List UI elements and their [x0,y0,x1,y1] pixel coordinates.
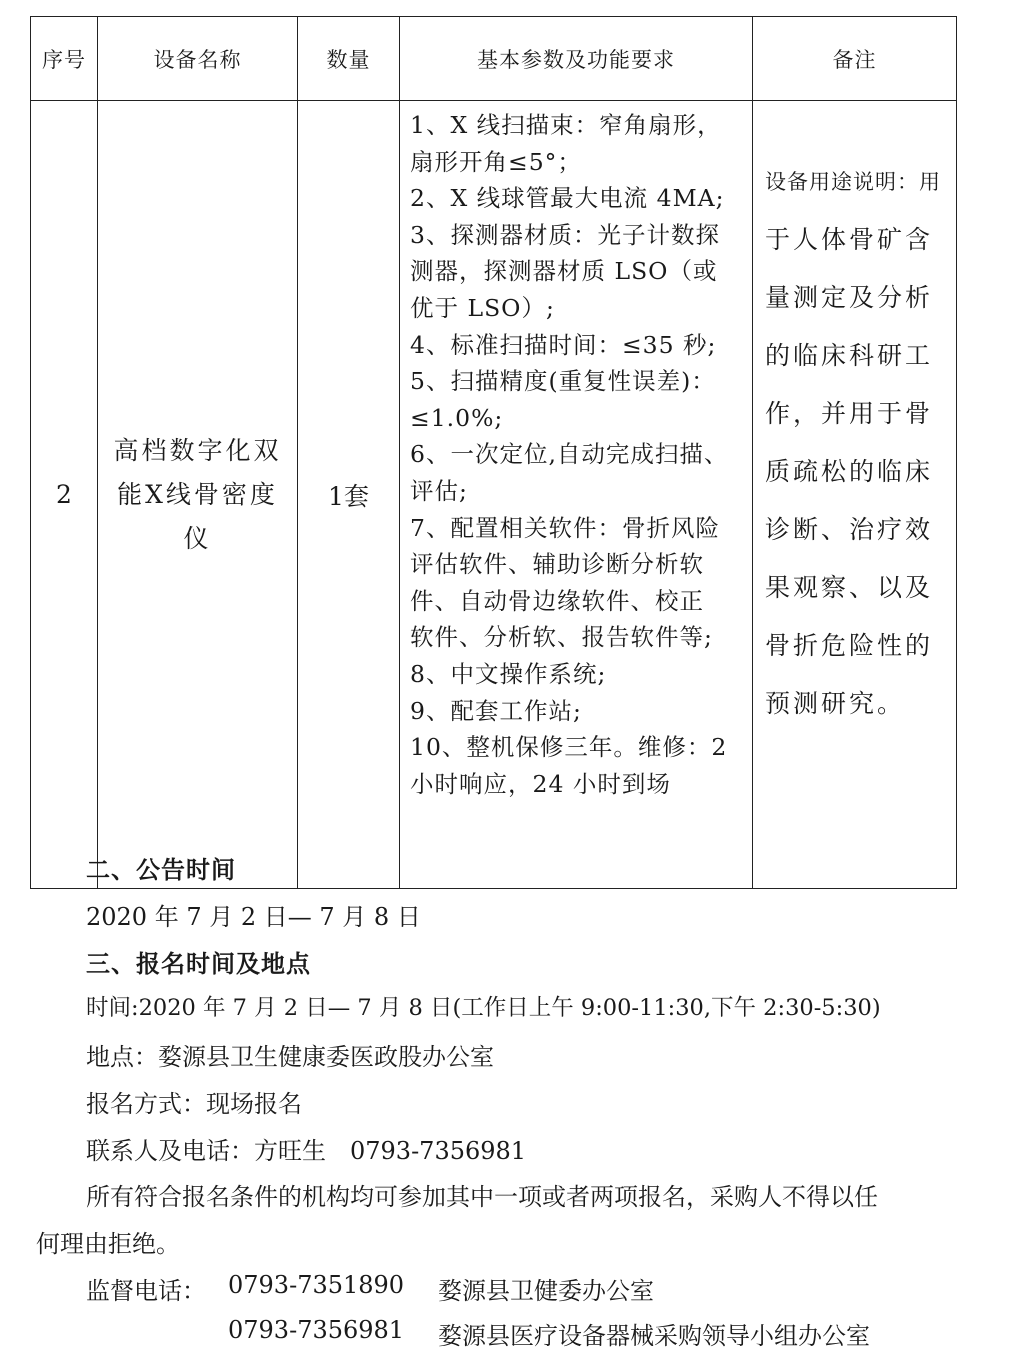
equipment-table [30,16,957,889]
cell-equipment-name: 高档数字化双能X线骨密度仪 [98,101,298,889]
supervision-label: 监督电话： [86,1277,206,1305]
remark-line: 质疏松的临床 [765,457,934,486]
remark-line: 的临床科研工 [765,341,934,370]
param-line: 软件、分析软、报告软件等; [410,623,713,652]
remark-line: 作，并用于骨 [765,399,934,428]
param-line: 优于 LSO）; [410,293,555,322]
eligibility-note-line1: 所有符合报名条件的机构均可参加其中一项或者两项报名，采购人不得以任 [86,1183,878,1211]
section2-content: 2020 年 7 月 2 日— 7 月 8 日 [86,903,421,931]
remark-line: 设备用途说明：用 [765,170,941,194]
cell-quantity: 1套 [298,101,400,889]
param-line: 6、一次定位,自动完成扫描、 [410,440,729,469]
param-line: 5、扫描精度(重复性误差)： [410,367,716,396]
section3-heading: 三、报名时间及地点 [86,950,311,978]
supervision-org-2: 婺源县医疗设备器械采购领导小组办公室 [438,1322,870,1350]
param-line: 评估; [410,476,468,505]
param-line: 扇形开角≤5°； [410,147,582,176]
param-line: 2、X 线球管最大电流 4MA; [410,184,725,213]
param-line: 小时响应，24 小时到场 [410,769,671,798]
supervision-phone-1: 0793-7351890 [228,1271,405,1299]
param-line: 7、配置相关软件：骨折风险 [410,513,720,542]
param-line: 9、配套工作站; [410,696,582,725]
table-row [31,101,957,889]
supervision-org-1: 婺源县卫健委办公室 [438,1277,654,1305]
contact-person: 联系人及电话：方旺生 0793-7356981 [86,1137,527,1165]
header-qty: 数量 [298,17,400,101]
supervision-phone-2: 0793-7356981 [228,1316,405,1344]
registration-method: 报名方式：现场报名 [86,1090,302,1118]
param-line: 评估软件、辅助诊断分析软 [410,550,704,579]
remark-line: 果观察、以及 [765,573,934,602]
header-remark: 备注 [753,17,957,101]
header-name: 设备名称 [98,17,298,101]
param-line: 1、X 线扫描束：窄角扇形， [410,111,722,139]
remark-line: 诊断、治疗效 [765,515,934,544]
header-seq: 序号 [31,17,98,101]
eligibility-note-line2: 何理由拒绝。 [36,1230,180,1258]
registration-location: 地点：婺源县卫生健康委医政股办公室 [86,1043,494,1071]
section2-heading: 二、公告时间 [86,856,236,884]
param-line: 4、标准扫描时间：≤35 秒; [410,330,717,359]
remark-line: 于人体骨矿含 [765,225,934,254]
table-header-row [31,17,957,101]
param-line: 测器，探测器材质 LSO（或 [410,257,718,286]
param-line: 10、整机保修三年。维修：2 [410,733,728,762]
param-line: 3、探测器材质：光子计数探 [410,220,720,249]
remark-line: 骨折危险性的 [765,631,934,660]
header-params: 基本参数及功能要求 [400,17,753,101]
cell-seq: 2 [31,101,98,889]
remark-line: 量测定及分析 [765,283,934,312]
param-line: 件、自动骨边缘软件、校正 [410,586,704,615]
cell-remark [753,101,957,889]
param-line: ≤1.0%; [410,403,504,432]
param-line: 8、中文操作系统; [410,659,607,688]
remark-line: 预测研究。 [765,689,906,718]
cell-parameters [400,101,753,889]
registration-time: 时间:2020 年 7 月 2 日— 7 月 8 日(工作日上午 9:00-11:30,下午 2:30-5:30) [86,995,881,1021]
